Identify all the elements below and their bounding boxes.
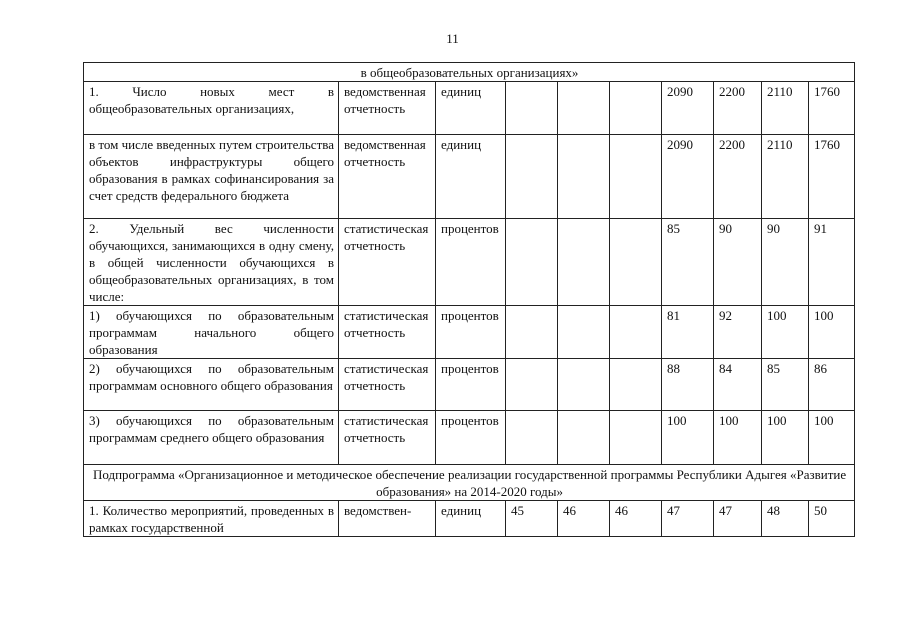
value-cell <box>506 306 558 359</box>
unit-cell: процентов <box>436 306 506 359</box>
indicator-cell: в том числе введенных путем строительства объектов инфраструктуры общего образования в рамках софинансирования за счет средств федерального бюджета <box>84 135 339 219</box>
value-cell <box>506 219 558 306</box>
subprogram-row <box>84 465 855 501</box>
table-row <box>84 411 855 465</box>
source-cell: ведомствен- <box>339 501 436 537</box>
table-row <box>84 219 855 306</box>
value-cell: 47 <box>662 501 714 537</box>
value-cell <box>558 411 610 465</box>
value-cell: 90 <box>762 219 809 306</box>
value-cell: 2110 <box>762 135 809 219</box>
source-cell: статистическая отчетность <box>339 411 436 465</box>
value-cell: 86 <box>809 359 855 411</box>
value-cell: 90 <box>714 219 762 306</box>
value-cell: 85 <box>662 219 714 306</box>
indicator-cell: 1) обучающихся по образовательным программам начального общего образования <box>84 306 339 359</box>
value-cell: 84 <box>714 359 762 411</box>
table-row <box>84 359 855 411</box>
value-cell <box>558 219 610 306</box>
table-row <box>84 306 855 359</box>
indicators-table <box>83 62 855 537</box>
value-cell <box>506 411 558 465</box>
value-cell <box>558 82 610 135</box>
value-cell <box>610 219 662 306</box>
value-cell <box>506 135 558 219</box>
value-cell: 85 <box>762 359 809 411</box>
value-cell: 47 <box>714 501 762 537</box>
value-cell: 88 <box>662 359 714 411</box>
table-row <box>84 82 855 135</box>
indicator-cell: 1. Число новых мест в общеобразовательных организациях, <box>84 82 339 135</box>
value-cell: 2200 <box>714 82 762 135</box>
value-cell: 100 <box>762 306 809 359</box>
source-cell: статистическая отчетность <box>339 219 436 306</box>
value-cell: 100 <box>809 306 855 359</box>
unit-cell: процентов <box>436 219 506 306</box>
value-cell <box>558 306 610 359</box>
value-cell: 1760 <box>809 82 855 135</box>
value-cell: 45 <box>506 501 558 537</box>
source-cell: ведомственная отчетность <box>339 135 436 219</box>
unit-cell: единиц <box>436 501 506 537</box>
value-cell: 46 <box>610 501 662 537</box>
value-cell: 81 <box>662 306 714 359</box>
value-cell: 48 <box>762 501 809 537</box>
value-cell <box>610 359 662 411</box>
value-cell <box>506 82 558 135</box>
unit-cell: процентов <box>436 411 506 465</box>
value-cell: 100 <box>762 411 809 465</box>
indicator-cell: 3) обучающихся по образовательным программам среднего общего образования <box>84 411 339 465</box>
section-row <box>84 63 855 82</box>
unit-cell: процентов <box>436 359 506 411</box>
indicator-cell: 2) обучающихся по образовательным программам основного общего образования <box>84 359 339 411</box>
value-cell: 1760 <box>809 135 855 219</box>
value-cell <box>610 411 662 465</box>
source-cell: ведомственная отчетность <box>339 82 436 135</box>
page-number: 11 <box>446 31 459 46</box>
value-cell <box>506 359 558 411</box>
value-cell <box>610 306 662 359</box>
value-cell: 46 <box>558 501 610 537</box>
value-cell: 100 <box>662 411 714 465</box>
unit-cell: единиц <box>436 82 506 135</box>
value-cell <box>610 82 662 135</box>
value-cell <box>610 135 662 219</box>
value-cell <box>558 135 610 219</box>
value-cell: 2090 <box>662 82 714 135</box>
table-row <box>84 501 855 537</box>
unit-cell: единиц <box>436 135 506 219</box>
value-cell: 2200 <box>714 135 762 219</box>
value-cell: 100 <box>714 411 762 465</box>
value-cell: 2090 <box>662 135 714 219</box>
source-cell: статистическая отчетность <box>339 359 436 411</box>
indicator-cell: 2. Удельный вес численности обучающихся, занимающихся в одну смену, в общей численности обучающихся в общеобразовательных организациях, в том числе: <box>84 219 339 306</box>
indicator-cell: 1. Количество мероприятий, проведенных в рамках государственной <box>84 501 339 537</box>
source-cell: статистическая отчетность <box>339 306 436 359</box>
value-cell: 100 <box>809 411 855 465</box>
table-row <box>84 135 855 219</box>
value-cell <box>558 359 610 411</box>
value-cell: 91 <box>809 219 855 306</box>
value-cell: 92 <box>714 306 762 359</box>
subprogram-title: Подпрограмма «Организационное и методическое обеспечение реализации государственной программы Республики Адыгея «Развитие образования» на 2014-2020 годы» <box>84 465 855 501</box>
value-cell: 50 <box>809 501 855 537</box>
value-cell: 2110 <box>762 82 809 135</box>
section-title: в общеобразовательных организациях» <box>84 63 855 82</box>
